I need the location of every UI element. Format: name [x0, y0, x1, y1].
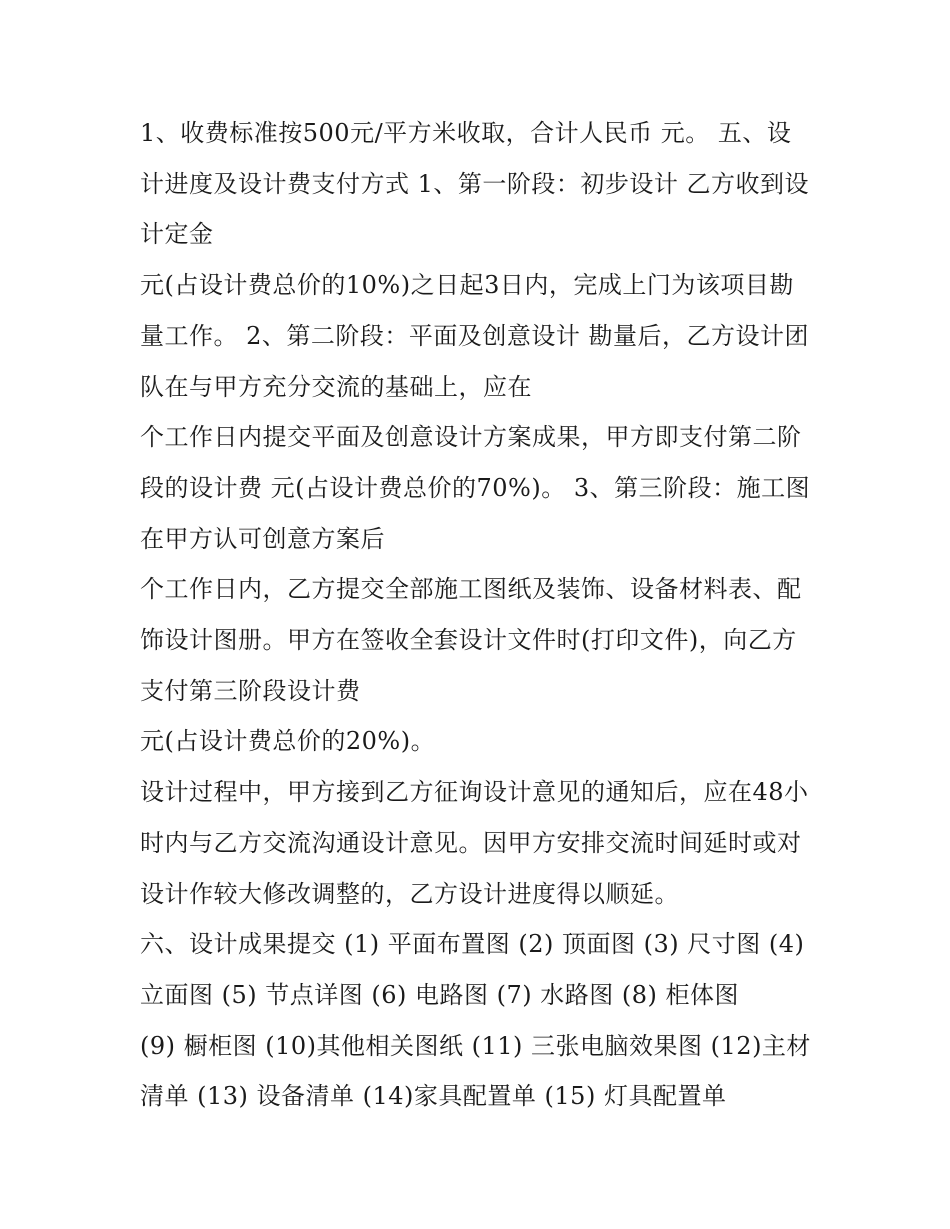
- paragraph-stage-two: 元(占设计费总价的10%)之日起3日内，完成上门为该项目勘量工作。 2、第二阶段：平面及创意设计 勘量后，乙方设计团队在与甲方充分交流的基础上，应在: [140, 271, 810, 401]
- document-body: [140, 108, 812, 1122]
- paragraph-stage-three: 个工作日内提交平面及创意设计方案成果，甲方即支付第二阶段的设计费 元(占设计费总价的70%)。 3、第三阶段：施工图在甲方认可创意方案后: [140, 423, 811, 553]
- paragraph-design-process: 设计过程中，甲方接到乙方征询设计意见的通知后，应在48小时内与乙方交流沟通设计意见。因甲方安排交流时间延时或对设计作较大修改调整的，乙方设计进度得以顺延。: [140, 778, 809, 908]
- paragraph-deliverables-part-one: 六、设计成果提交 (1) 平面布置图 (2) 顶面图 (3) 尺寸图 (4) 立面图 (5) 节点详图 (6) 电路图 (7) 水路图 (8) 柜体图: [140, 930, 805, 1009]
- paragraph-deliverables-part-two: (9) 橱柜图 (10)其他相关图纸 (11) 三张电脑效果图 (12)主材清单 (13) 设备清单 (14)家具配置单 (15) 灯具配置单: [140, 1031, 811, 1111]
- paragraph-construction-drawings: 个工作日内，乙方提交全部施工图纸及装饰、设备材料表、配饰设计图册。甲方在签收全套设计文件时(打印文件)，向乙方支付第三阶段设计费: [140, 575, 802, 705]
- paragraph-fee-standard-and-stage-one: 1、收费标准按500元/平方米收取，合计人民币 元。 五、设计进度及设计费支付方式 1、第一阶段：初步设计 乙方收到设计定金: [140, 119, 810, 249]
- paragraph-final-payment: 元(占设计费总价的20%)。: [140, 727, 436, 756]
